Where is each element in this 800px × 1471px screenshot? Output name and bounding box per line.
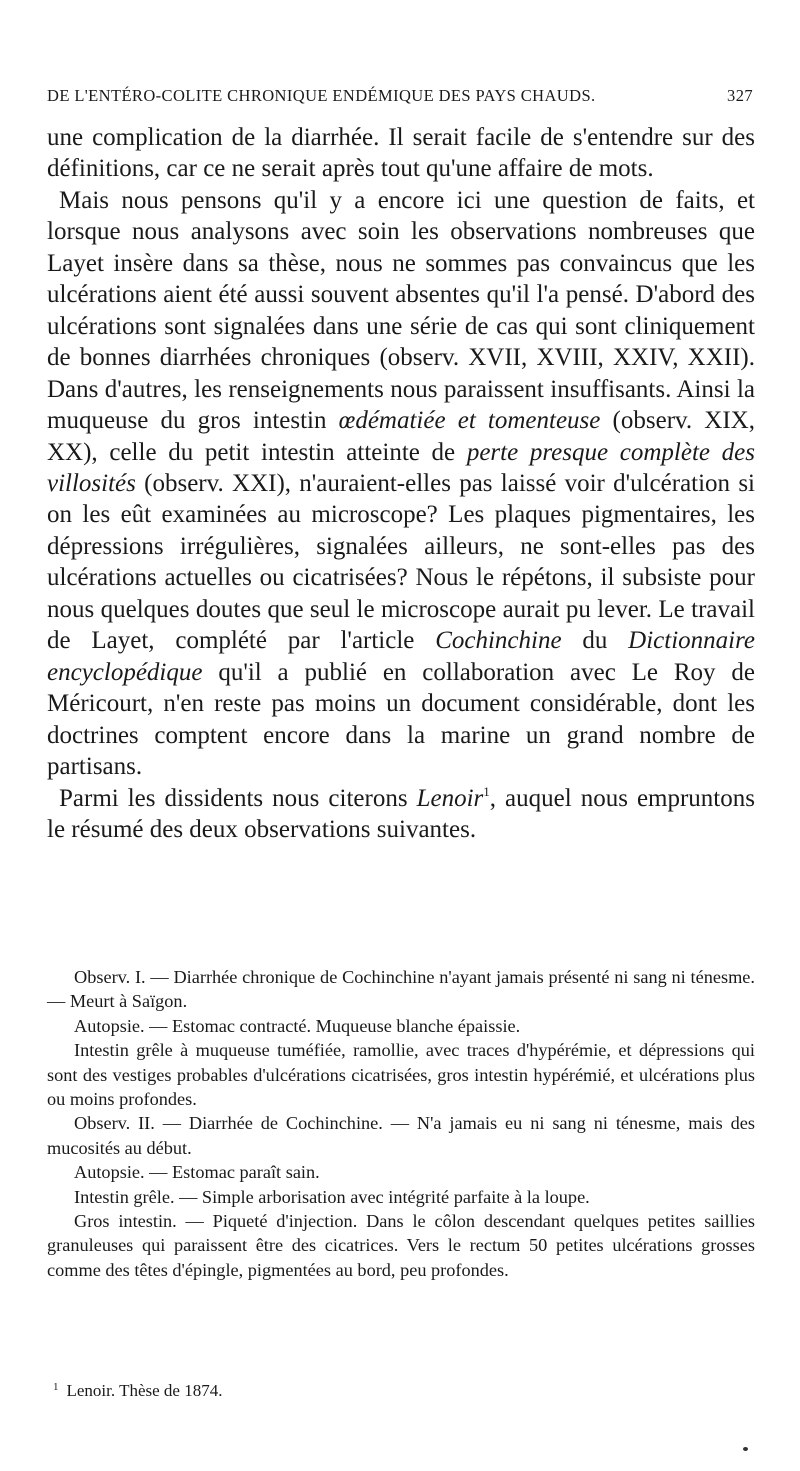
paragraph-2	[47, 185, 755, 783]
italic-term: Lenoir	[416, 784, 484, 812]
observation-line: Observ. II. — Diarrhée de Cochinchine. — N'a jamais eu ni sang ni ténesme, mais des mucosités au début.	[47, 1113, 755, 1158]
text-run: du	[561, 627, 629, 655]
text-run: qu'il a publié en collaboration avec Le Roy de Méricourt, n'en reste pas moins un document considérable, dont les doctrines comptent encore dans la marine un grand nombre de partisans.	[47, 658, 755, 781]
observation-line: Gros intestin. — Piqueté d'injection. Dans le côlon descendant quelques petites saillies granuleuses qui paraissent être des cicatrices. Vers le rectum 50 petites ulcérations grosses comme des têtes d'épingle, pigmentées au bord, peu profondes.	[47, 1211, 755, 1280]
observations-block	[47, 965, 755, 1282]
italic-term: œdématiée et tomenteuse	[338, 407, 601, 435]
italic-term: perte presque complète des villosités	[47, 438, 755, 497]
main-text	[47, 122, 755, 845]
running-title: DE L'ENTÉRO-COLITE CHRONIQUE ENDÉMIQUE DES PAYS CHAUDS.	[47, 86, 596, 105]
footnote-text: Lenoir. Thèse de 1874.	[66, 1381, 223, 1400]
observation-line: Intestin grêle à muqueuse tuméfiée, ramollie, avec traces d'hypérémie, et dépressions qui sont des vestiges probables d'ulcérations cicatrisées, gros intestin hypérémié, et ulcérations plus ou moins profondes.	[47, 1040, 755, 1110]
text-run: (observ. XXI), n'auraient-elles pas laissé voir d'ulcération si on les eût examinées au microscope? Les plaques pigmentaires, les dépressions irrégulières, signalées ailleurs, ne sont-elles pas des ulcérations actuelles ou cicatrisées? Nous le répétons, il subsiste pour nous quelques doutes que seul le microscope aurait pu lever. Le travail de Layet, complété par l'article	[47, 469, 755, 655]
text-run: , auquel nous empruntons le résumé des deux observations suivantes.	[47, 784, 755, 843]
footnote	[53, 1381, 222, 1401]
observation-line: Autopsie. — Estomac paraît sain.	[74, 1162, 320, 1183]
text-run: Parmi les dissidents nous citerons	[59, 784, 417, 812]
paragraph-3	[47, 783, 755, 846]
italic-term: Cochinchine	[435, 627, 562, 655]
paragraph-1: une complication de la diarrhée. Il serait facile de s'entendre sur des définitions, car ce ne serait après tout qu'une affaire de mots.	[47, 124, 755, 183]
text-run: (observ. XIX, XX), celle du petit intestin atteinte de	[47, 407, 755, 466]
observation-line: Autopsie. — Estomac contracté. Muqueuse blanche épaissie.	[74, 1015, 521, 1036]
observation-line: Observ. I. — Diarrhée chronique de Cochinchine n'ayant jamais présenté ni sang ni ténesme. — Meurt à Saïgon.	[47, 967, 755, 1012]
running-header	[47, 86, 753, 110]
italic-term: Dictionnaire encyclopédique	[47, 627, 755, 686]
observation-line: Intestin grêle. — Simple arborisation avec intégrité parfaite à la loupe.	[74, 1186, 590, 1207]
footnote-mark: 1	[53, 1381, 59, 1393]
footnote-ref: 1	[483, 783, 490, 799]
page-number: 327	[727, 86, 753, 105]
print-speck	[743, 1447, 748, 1451]
text-run: Mais nous pensons qu'il y a encore ici une question de faits, et lorsque nous analysons avec soin les observations nombreuses que Layet insère dans sa thèse, nous ne sommes pas convaincus que les ulcérations aient été aussi souvent absentes qu'il l'a pensé. D'abord des ulcérations sont signalées dans une série de cas qui sont cliniquement de bonnes diarrhées chroniques (observ. XVII, XVIII, XXIV, XXII). Dans d'autres, les renseignements nous paraissent insuffisants. Ainsi la muqueuse du gros intestin	[47, 186, 755, 435]
